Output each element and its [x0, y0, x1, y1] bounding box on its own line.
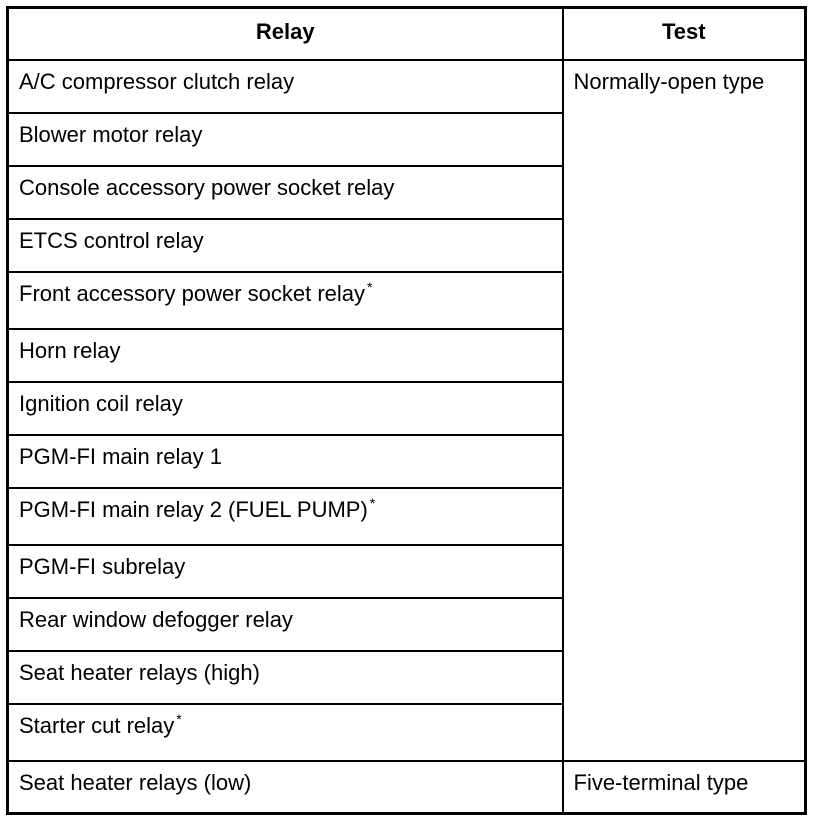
test-type-normally-open: Normally-open type: [563, 60, 806, 761]
relay-cell: [8, 113, 563, 166]
relay-name: Rear window defogger relay: [19, 606, 293, 632]
relay-name: PGM-FI subrelay: [19, 553, 186, 579]
footnote-marker: *: [176, 711, 182, 728]
relay-name: Seat heater relays (low): [19, 769, 252, 795]
relay-cell: [8, 761, 563, 814]
relay-name: A/C compressor clutch relay: [19, 68, 295, 94]
header-test: Test: [563, 8, 806, 60]
relay-cell: [8, 704, 563, 761]
relay-name: PGM-FI main relay 1: [19, 443, 222, 469]
footnote-marker: *: [367, 279, 373, 296]
relay-cell: [8, 60, 563, 113]
table-header-row: [8, 8, 806, 60]
relay-cell: [8, 382, 563, 435]
header-relay: Relay: [8, 8, 563, 60]
relay-cell: [8, 651, 563, 704]
relay-cell: [8, 435, 563, 488]
relay-name: Front accessory power socket relay: [19, 280, 366, 306]
table-row: [8, 761, 806, 814]
relay-name: Starter cut relay: [19, 712, 175, 738]
relay-name: ETCS control relay: [19, 227, 204, 253]
relay-cell: [8, 219, 563, 272]
footnote-marker: *: [369, 495, 376, 512]
table-row: [8, 60, 806, 113]
relay-name: Console accessory power socket relay: [19, 174, 395, 200]
relay-cell: [8, 545, 563, 598]
relay-name: Ignition coil relay: [19, 390, 183, 416]
relay-name: Horn relay: [19, 337, 121, 363]
relay-cell: [8, 272, 563, 329]
relay-test-table: [6, 6, 807, 815]
relay-name: Seat heater relays (high): [19, 659, 260, 685]
relay-cell: [8, 598, 563, 651]
test-type-five-terminal: Five-terminal type: [563, 761, 806, 814]
relay-cell: [8, 488, 563, 545]
relay-cell: [8, 166, 563, 219]
relay-name: PGM-FI main relay 2 (FUEL PUMP): [19, 496, 368, 522]
relay-cell: [8, 329, 563, 382]
relay-name: Blower motor relay: [19, 121, 203, 147]
